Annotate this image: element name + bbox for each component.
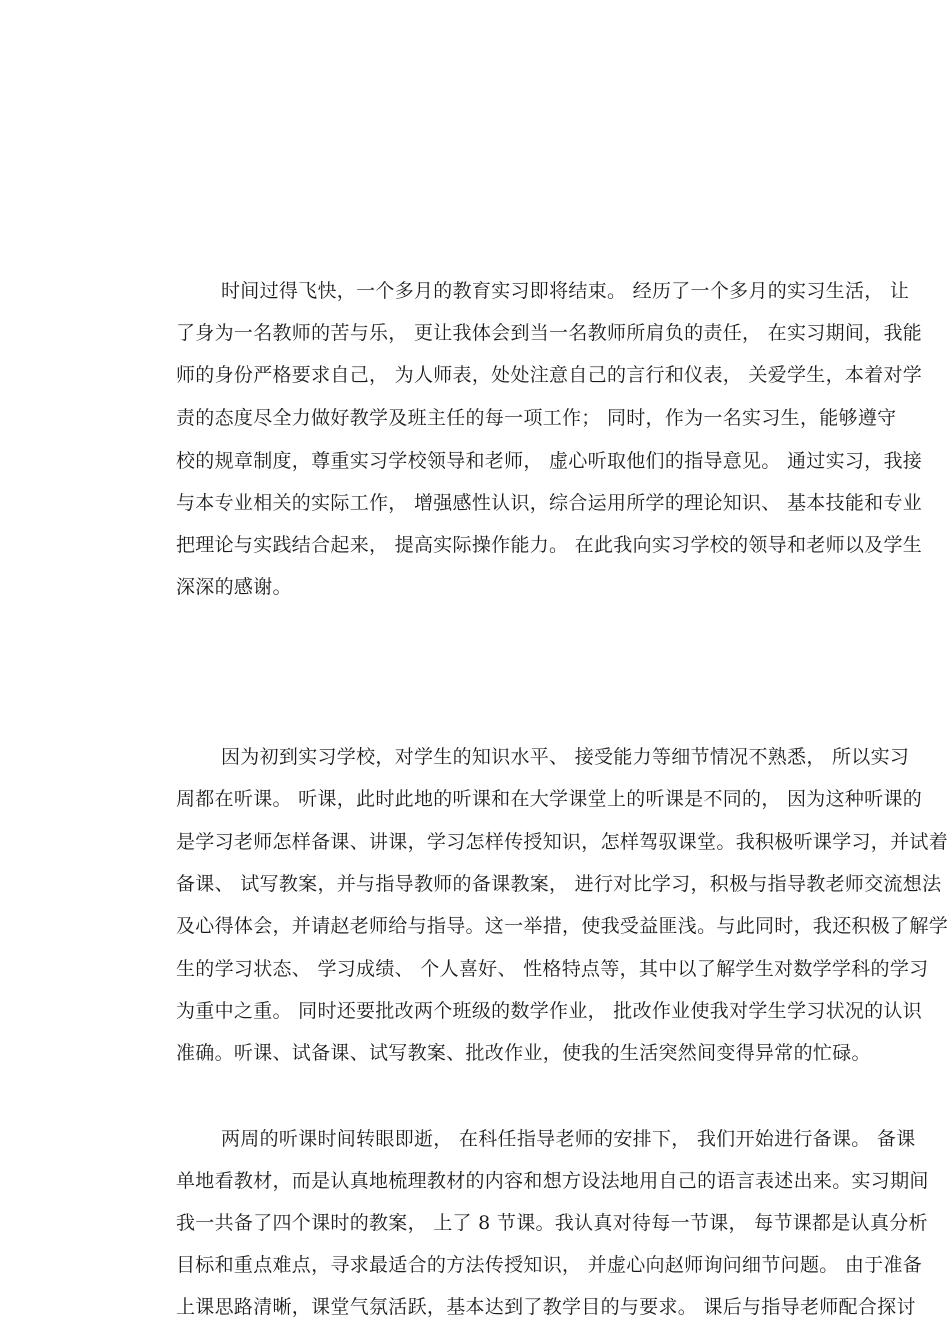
paragraph-3-line-3: 我一共备了四个课时的教案， 上了 8 节课。我认真对待每一节课， 每节课都是认真分析 [176, 1212, 928, 1234]
paragraph-1-line-4: 责的态度尽全力做好教学及班主任的每一项工作； 同时，作为一名实习生，能够遵守 [176, 407, 897, 429]
paragraph-2-line-4: 备课、 试写教案，并与指导教师的备课教案， 进行对比学习，积极与指导教老师交流想法 [176, 873, 942, 895]
paragraph-2-line-6: 生的学习状态、 学习成绩、 个人喜好、 性格特点等，其中以了解学生对数学学科的学习 [176, 958, 929, 980]
paragraph-1-line-7: 把理论与实践结合起来， 提高实际操作能力。 在此我向实习学校的领导和老师以及学生 [176, 534, 923, 556]
paragraph-1-line-8: 深深的感谢。 [176, 576, 292, 598]
paragraph-1-line-5: 校的规章制度，尊重实习学校领导和老师， 虚心听取他们的指导意见。 通过实习，我接 [176, 450, 923, 472]
paragraph-1-line-1: 时间过得飞快，一个多月的教育实习即将结束。 经历了一个多月的实习生活， 让 [221, 280, 910, 302]
paragraph-1-line-6: 与本专业相关的实际工作， 增强感性认识，综合运用所学的理论知识、 基本技能和专业 [176, 492, 923, 514]
paragraph-2-line-3: 是学习老师怎样备课、讲课，学习怎样传授知识，怎样驾驭课堂。我积极听课学习，并试着 [176, 831, 949, 853]
paragraph-3-line-1: 两周的听课时间转眼即逝， 在科任指导老师的安排下， 我们开始进行备课。 备课 [221, 1128, 916, 1150]
paragraph-1-line-2: 了身为一名教师的苦与乐， 更让我体会到当一名教师所肩负的责任， 在实习期间，我能 [176, 322, 923, 344]
paragraph-3-line-5: 上课思路清晰，课堂气氛活跃，基本达到了教学目的与要求。 课后与指导老师配合探讨 [176, 1296, 916, 1318]
paragraph-3-line-2: 单地看教材，而是认真地梳理教材的内容和想方设法地用自己的语言表述出来。实习期间 [176, 1170, 929, 1192]
paragraph-2-line-2: 周都在听课。 听课，此时此地的听课和在大学课堂上的听课是不同的， 因为这种听课的 [176, 788, 923, 810]
paragraph-1-line-3: 师的身份严格要求自己， 为人师表，处处注意自己的言行和仪表， 关爱学生，本着对学 [176, 364, 923, 386]
paragraph-2-line-1: 因为初到实习学校，对学生的知识水平、 接受能力等细节情况不熟悉， 所以实习 [221, 746, 910, 768]
paragraph-2-line-7: 为重中之重。 同时还要批改两个班级的数学作业， 批改作业使我对学生学习状况的认识 [176, 1000, 923, 1022]
paragraph-3-line-4: 目标和重点难点，寻求最适合的方法传授知识， 并虚心向赵师询问细节问题。 由于准备 [176, 1254, 923, 1276]
paragraph-2-line-5: 及心得体会，并请赵老师给与指导。这一举措，使我受益匪浅。与此同时，我还积极了解学 [176, 915, 949, 937]
paragraph-2-line-8: 准确。听课、试备课、试写教案、批改作业，使我的生活突然间变得异常的忙碌。 [176, 1042, 871, 1064]
